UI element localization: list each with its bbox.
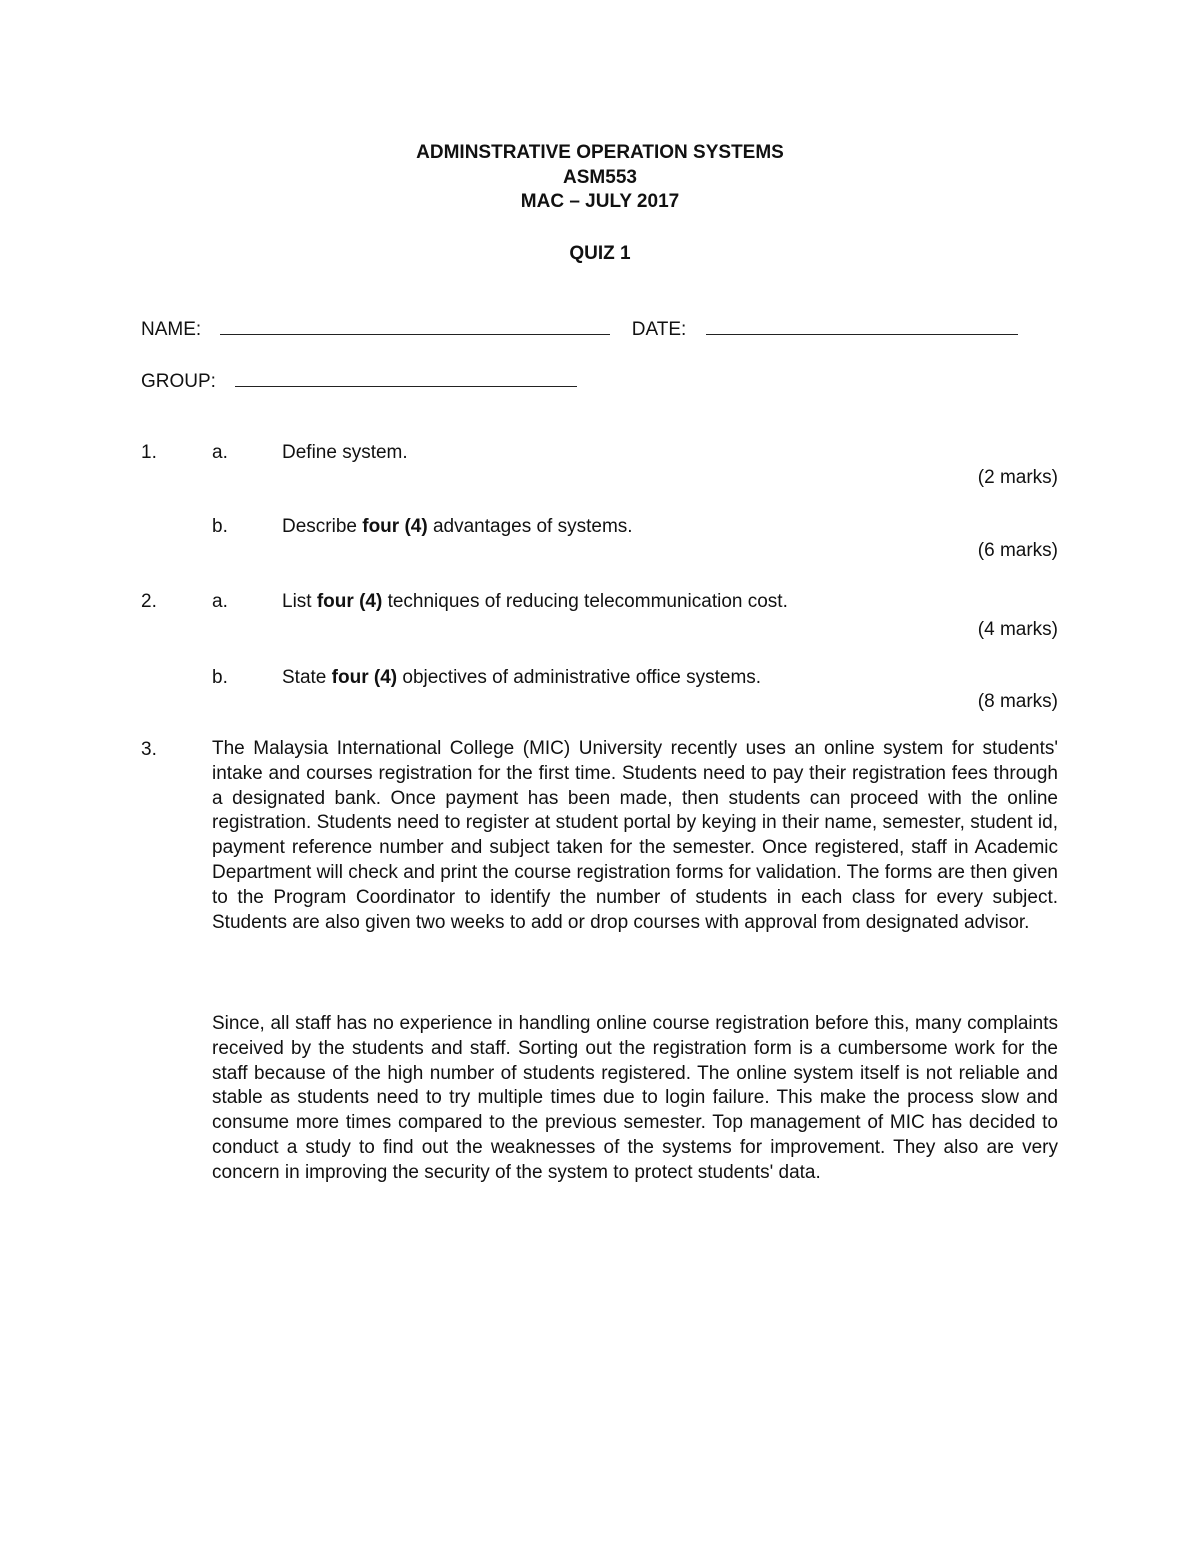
question-2b-letter: b. [212,667,228,688]
document-title [0,141,1200,215]
question-1b-marks: (6 marks) [977,540,1058,561]
course-title: ADMINSTRATIVE OPERATION SYSTEMS [416,142,784,163]
group-field[interactable] [235,368,577,387]
question-2b-marks: (8 marks) [977,691,1058,712]
question-1a-marks: (2 marks) [977,467,1058,488]
group-row [141,368,577,393]
question-2a-letter: a. [212,591,228,612]
question-2a-marks: (4 marks) [977,619,1058,640]
date-field[interactable] [706,316,1018,335]
question-1-number: 1. [141,442,157,463]
semester: MAC – JULY 2017 [520,191,680,212]
date-label: DATE: [631,319,687,340]
question-3-number: 3. [141,739,157,760]
question-2-number: 2. [141,591,157,612]
case-study-paragraph-2: Since, all staff has no experience in handling online course registration before this, many complaints received by the students and staff. Sorting out the registration form is a cumbersome work for the staff because of the high number of students registered. The online system itself is not reliable and stable as students need to try multiple times due to login failure. This make the process slow and consume more times compared to the previous semester. Top management of MIC has decided to conduct a study to find out the weaknesses of the systems for improvement. They also are very concern in improving the security of the system to protect students' data. [212,1013,1058,1183]
question-1a-text: Define system. [282,442,408,463]
question-2a-text: List four (4) techniques of reducing telecommunication cost. [282,591,788,612]
quiz-title: QUIZ 1 [569,243,631,264]
question-1b-text: Describe four (4) advantages of systems. [282,516,633,537]
name-label: NAME: [141,319,202,340]
name-field[interactable] [220,316,610,335]
question-2b-text: State four (4) objectives of administrative office systems. [282,667,762,688]
name-date-row [141,316,1018,341]
course-code: ASM553 [563,166,637,188]
group-label: GROUP: [141,371,216,392]
case-study-paragraph-1: The Malaysia International College (MIC) University recently uses an online system for students' intake and courses registration for the first time. Students need to pay their registration fees through a designated bank. Once payment has been made, then students can proceed with the online registration. Students need to register at student portal by keying in their name, semester, student id, payment reference number and subject taken for the semester. Once registered, staff in Academic Department will check and print the course registration forms for validation. The forms are then given to the Program Coordinator to identify the number of students in each class for every subject. Students are also given two weeks to add or drop courses with approval from designated advisor. [212,738,1058,933]
question-1b-letter: b. [212,516,228,537]
question-1a-letter: a. [212,442,228,463]
